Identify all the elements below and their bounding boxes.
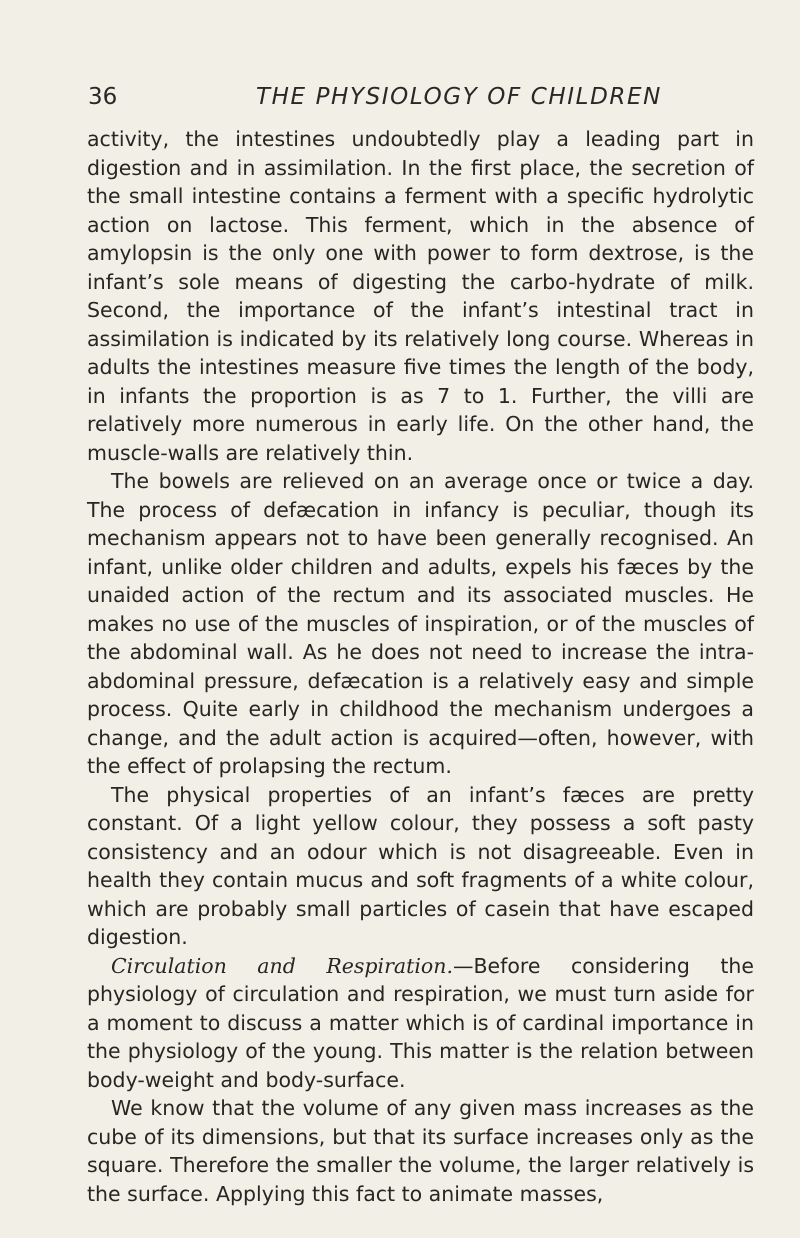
paragraph-1: activity, the intestines undoubtedly play a leading part in digestion and in assimilation. In the first place, the secretion of the small intestine contains a ferment with a specific hydrolytic action on lactose. This ferment, which in the absence of amylopsin is the only one with power to form dextrose, is the infant’s sole means of digesting the carbo-hydrate of milk. Second, the importance of the infant’s intestinal tract in assimilation is indicated by its relatively long course. Whereas in adults the intestines measure five times the length of the body, in infants the proportion is as 7 to 1. Further, the villi are relatively more numerous in early life. On the other hand, the muscle-walls are relatively thin. [87, 127, 754, 465]
paragraph-4 [87, 952, 754, 1095]
page-number: 36 [88, 84, 118, 110]
page-header [88, 84, 748, 118]
section-heading: Circulation and Respiration. [111, 953, 453, 978]
paragraph-4-text: —Before considering the physiology of circulation and respiration, we must turn aside for a moment to discuss a matter which is of cardinal importance in the physiology of the young. This matter is the relation between body-weight and body-surface. [87, 953, 754, 1092]
paragraph-3: The physical properties of an infant’s fæces are pretty constant. Of a light yellow colour, they possess a soft pasty consistency and an odour which is not disagreeable. Even in health they contain mucus and soft fragments of a white colour, which are probably small particles of casein that have escaped digestion. [87, 782, 754, 949]
paragraph-2: The bowels are relieved on an average once or twice a day. The process of defæcation in infancy is peculiar, though its mechanism appears not to have been generally recognised. An infant, unlike older children and adults, expels his fæces by the unaided action of the rectum and its associated muscles. He makes no use of the muscles of inspiration, or of the muscles of the abdominal wall. As he does not need to increase the intra-abdominal pressure, defæcation is a relatively easy and simple process. Quite early in childhood the mechanism undergoes a change, and the adult action is acquired—often, however, with the effect of prolapsing the rectum. [87, 469, 754, 778]
body-text [87, 125, 754, 1208]
paragraph-5: We know that the volume of any given mass increases as the cube of its dimensions, but that its surface increases only as the square. Therefore the smaller the volume, the larger relatively is the surface. Applying this fact to animate masses, [87, 1096, 754, 1206]
running-title: THE PHYSIOLOGY OF CHILDREN [256, 84, 662, 110]
